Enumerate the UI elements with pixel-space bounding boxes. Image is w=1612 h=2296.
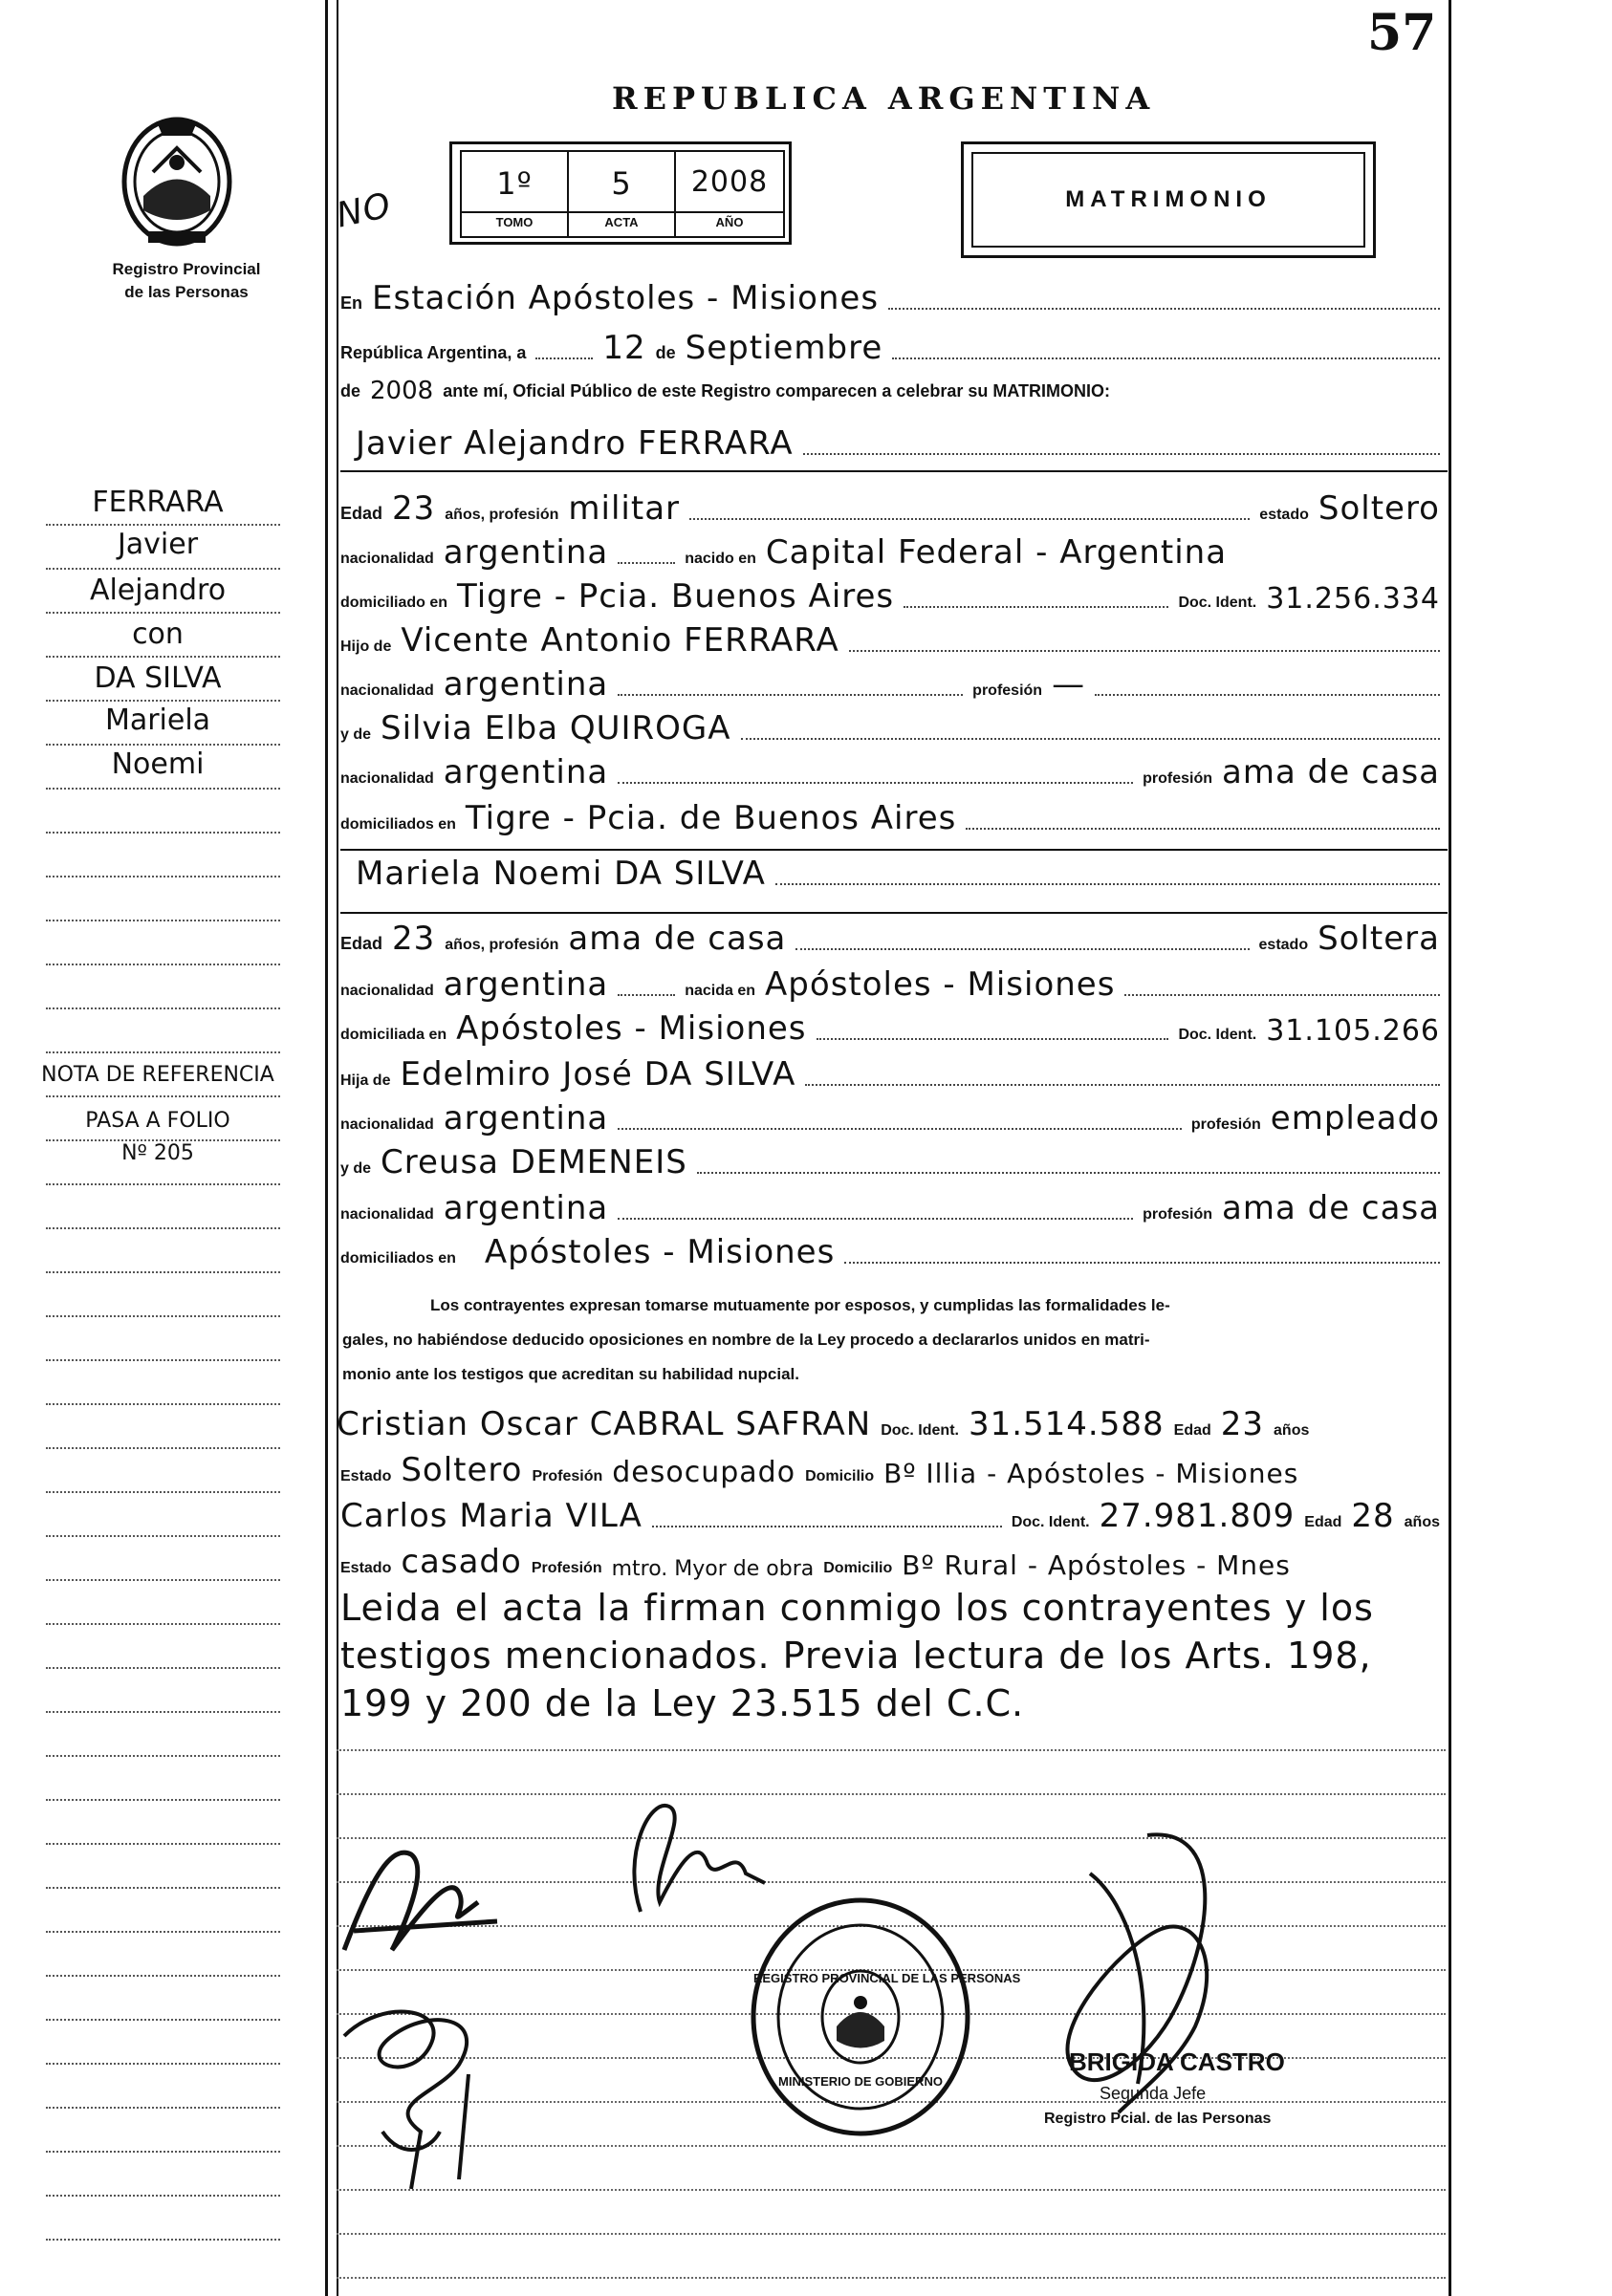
- nacionalidad-label: nacionalidad: [340, 1206, 434, 1223]
- estado-label: Estado: [340, 1560, 392, 1576]
- profesion-label: profesión: [1143, 1206, 1213, 1223]
- groom-father-nationality: argentina: [443, 665, 609, 704]
- witness2-id-number: 27.981.809: [1099, 1497, 1296, 1535]
- groom-birthplace: Capital Federal - Argentina: [765, 533, 1228, 572]
- ceremony-month: Septiembre: [685, 329, 883, 367]
- bride-full-name: Mariela Noemi DA SILVA: [356, 855, 766, 893]
- witness2-name: Carlos Maria VILA: [340, 1497, 643, 1535]
- groom-nationality-row: [340, 533, 1440, 572]
- domiciliado-label: domiciliado en: [340, 595, 448, 611]
- margin-initial: NO: [333, 185, 395, 236]
- witness1-profession: desocupado: [612, 1456, 796, 1489]
- anos-label: años: [1274, 1422, 1310, 1439]
- profesion-label: profesión: [972, 682, 1043, 699]
- ano-label: AÑO: [715, 215, 744, 229]
- groom-father-name: Vicente Antonio FERRARA: [401, 621, 839, 660]
- republica-label: República Argentina, a: [340, 343, 527, 362]
- doc-ident-label: Doc. Ident.: [1011, 1514, 1090, 1530]
- witness2-row: [340, 1497, 1440, 1535]
- bride-mother-name: Creusa DEMENEIS: [381, 1143, 687, 1181]
- bride-parents-address: Apóstoles - Misiones: [484, 1233, 836, 1271]
- groom-address: Tigre - Pcia. Buenos Aires: [457, 577, 895, 616]
- tomo-label: TOMO: [495, 215, 534, 229]
- right-border-line: [1449, 0, 1451, 2296]
- intro-date-row: [340, 329, 1440, 367]
- witness1-row: [337, 1405, 1436, 1443]
- nacionalidad-label: nacionalidad: [340, 983, 434, 999]
- witness2-marital-status: casado: [401, 1543, 522, 1581]
- declaration-line1: Los contrayentes expresan tomarse mutuamente por esposos, y cumplidas las formalidades le-: [430, 1296, 1170, 1314]
- edad-label: Edad: [340, 504, 383, 523]
- groom-mother-name: Silvia Elba QUIROGA: [381, 709, 731, 747]
- hijo-de-label: Hijo de: [340, 639, 392, 655]
- document-type-box: [961, 141, 1376, 258]
- bride-name-underline: [340, 912, 1448, 914]
- bride-edad-row: [340, 920, 1440, 958]
- groom-father-profession: —: [1052, 665, 1086, 704]
- signature-witness1-icon: [325, 1979, 535, 2199]
- signature-groom-icon: [335, 1816, 507, 1969]
- profesion-label: Profesión: [531, 1560, 602, 1576]
- stamp-outer-text: REGISTRO PROVINCIAL DE LAS PERSONAS: [753, 1971, 1021, 1985]
- nacionalidad-label: nacionalidad: [340, 551, 434, 567]
- bride-marital-status: Soltera: [1318, 920, 1440, 958]
- witness2-profession: mtro. Myor de obra: [611, 1557, 815, 1581]
- bride-parents-address-row: [340, 1233, 1440, 1271]
- groom-nationality: argentina: [443, 533, 609, 572]
- left-margin-con: con: [132, 617, 184, 651]
- intro-statement: ante mí, Oficial Público de este Registro comparecen a celebrar su MATRIMONIO:: [443, 381, 1111, 401]
- de2-label: de: [340, 381, 361, 401]
- y-de-label: y de: [340, 1160, 372, 1177]
- en-label: En: [340, 293, 363, 313]
- domicilio-label: Domicilio: [805, 1468, 875, 1484]
- groom-full-name: Javier Alejandro FERRARA: [356, 424, 794, 463]
- official-name: BRIGIDA CASTRO: [1069, 2047, 1285, 2076]
- doc-ident-label: Doc. Ident.: [881, 1422, 959, 1439]
- groom-mother-details-row: [340, 753, 1440, 791]
- witness1-details-row: [340, 1451, 1440, 1489]
- edad-label: Edad: [340, 934, 383, 953]
- bride-father-name: Edelmiro José DA SILVA: [400, 1055, 796, 1094]
- bride-id-number: 31.105.266: [1266, 1014, 1440, 1048]
- groom-address-row: [340, 577, 1440, 616]
- bride-father-row: [340, 1055, 1440, 1094]
- anos-profesion-label: años, profesión: [445, 507, 559, 523]
- groom-edad-row: [340, 489, 1440, 528]
- de-label: de: [655, 343, 676, 362]
- groom-mother-profession: ama de casa: [1222, 753, 1440, 791]
- groom-father-details-row: [340, 665, 1440, 704]
- groom-parents-address-row: [340, 799, 1440, 837]
- domiciliados-label: domiciliados en: [340, 1250, 456, 1267]
- nacida-en-label: nacida en: [685, 983, 756, 999]
- bride-age: 23: [392, 920, 436, 958]
- groom-marital-status: Soltero: [1318, 489, 1440, 528]
- groom-name-underline: [340, 470, 1448, 472]
- acta-value: 5: [611, 165, 632, 202]
- country-title: REPUBLICA ARGENTINA: [612, 80, 1156, 117]
- bride-nationality-row: [340, 965, 1440, 1004]
- page-number: 57: [1367, 4, 1437, 62]
- groom-profession: militar: [568, 489, 681, 528]
- reference-note-line3: Nº 205: [121, 1141, 194, 1165]
- witness1-id-number: 31.514.588: [968, 1405, 1165, 1443]
- document-type-label: MATRIMONIO: [1065, 186, 1272, 212]
- declaration-line2: gales, no habiéndose deducido oposiciones en nombre de la Ley procedo a declararlos unidos en matri-: [342, 1331, 1150, 1349]
- nacido-en-label: nacido en: [685, 551, 756, 567]
- anos-label: años: [1404, 1514, 1440, 1530]
- intro-statement-row: [340, 377, 1440, 405]
- left-margin-name-groom-2: Alejandro: [89, 574, 227, 607]
- stamp-inner-text: MINISTERIO DE GOBIERNO: [778, 2074, 943, 2089]
- domiciliados-label: domiciliados en: [340, 816, 456, 833]
- bride-mother-nationality: argentina: [443, 1189, 609, 1227]
- bride-profession: ama de casa: [568, 920, 787, 958]
- groom-father-row: [340, 621, 1440, 660]
- estado-label: estado: [1258, 937, 1309, 953]
- groom-name-row: [340, 424, 1440, 463]
- doc-ident-label: Doc. Ident.: [1178, 1027, 1257, 1043]
- reference-note-line1: NOTA DE REFERENCIA: [41, 1063, 274, 1087]
- left-margin-surname-bride: DA SILVA: [94, 661, 222, 695]
- left-margin-name-bride-2: Noemi: [111, 747, 205, 781]
- bride-father-details-row: [340, 1099, 1440, 1137]
- closing-line2: testigos mencionados. Previa lectura de los Arts. 198,: [340, 1635, 1372, 1677]
- ano-value: 2008: [690, 165, 769, 199]
- groom-mother-row: [340, 709, 1440, 747]
- groom-parents-address: Tigre - Pcia. de Buenos Aires: [465, 799, 957, 837]
- bride-birthplace: Apóstoles - Misiones: [765, 965, 1116, 1004]
- groom-id-number: 31.256.334: [1266, 582, 1440, 616]
- bride-mother-details-row: [340, 1189, 1440, 1227]
- bride-father-profession: empleado: [1270, 1099, 1440, 1137]
- record-number-box: [449, 141, 792, 245]
- closing-line1: Leida el acta la firman conmigo los contrayentes y los: [340, 1587, 1374, 1629]
- bride-mother-row: [340, 1143, 1440, 1181]
- closing-line3: 199 y 200 de la Ley 23.515 del C.C.: [340, 1682, 1025, 1724]
- bride-mother-profession: ama de casa: [1222, 1189, 1440, 1227]
- left-margin-name-bride-1: Mariela: [104, 704, 211, 737]
- domiciliada-label: domiciliada en: [340, 1027, 447, 1043]
- edad-label: Edad: [1304, 1514, 1342, 1530]
- intro-place-row: [340, 279, 1440, 317]
- bride-address-row: [340, 1009, 1440, 1048]
- hija-de-label: Hija de: [340, 1072, 391, 1089]
- profesion-label: profesión: [1190, 1116, 1261, 1133]
- domicilio-label: Domicilio: [823, 1560, 893, 1576]
- witness2-age: 28: [1351, 1497, 1395, 1535]
- bride-name-row: [340, 855, 1440, 893]
- registry-name-line1: Registro Provincial: [112, 260, 261, 278]
- reference-note-line2: PASA A FOLIO: [85, 1109, 230, 1133]
- section-divider: [340, 849, 1448, 851]
- left-margin-name-groom-1: Javier: [117, 528, 199, 561]
- witness1-address: Bº Illia - Apóstoles - Misiones: [883, 1458, 1299, 1489]
- tomo-value: 1º: [496, 165, 533, 202]
- witness1-marital-status: Soltero: [401, 1451, 523, 1489]
- ceremony-year: 2008: [370, 377, 434, 405]
- edad-label: Edad: [1173, 1422, 1211, 1439]
- doc-ident-label: Doc. Ident.: [1178, 595, 1257, 611]
- estado-label: estado: [1259, 507, 1309, 523]
- nacionalidad-label: nacionalidad: [340, 770, 434, 787]
- bride-nationality: argentina: [443, 965, 609, 1004]
- official-title: Segunda Jefe: [1100, 2084, 1207, 2103]
- profesion-label: profesión: [1143, 770, 1213, 787]
- nacionalidad-label: nacionalidad: [340, 682, 434, 699]
- groom-age: 23: [392, 489, 436, 528]
- estado-label: Estado: [340, 1468, 392, 1484]
- witness2-details-row: [340, 1543, 1440, 1581]
- bride-father-nationality: argentina: [443, 1099, 609, 1137]
- acta-label: ACTA: [604, 215, 639, 229]
- bride-address: Apóstoles - Misiones: [456, 1009, 807, 1048]
- witness2-address: Bº Rural - Apóstoles - Mnes: [902, 1549, 1291, 1581]
- groom-mother-nationality: argentina: [443, 753, 609, 791]
- ceremony-day: 12: [602, 329, 646, 367]
- y-de-label: y de: [340, 726, 372, 743]
- nacionalidad-label: nacionalidad: [340, 1116, 434, 1133]
- margin-divider-line: [325, 0, 328, 2296]
- left-margin-surname-groom: FERRARA: [92, 486, 224, 519]
- registry-name-line2: de las Personas: [124, 283, 249, 301]
- official-stamp-icon: [746, 1893, 1021, 2141]
- declaration-line3: monio ante los testigos que acreditan su habilidad nupcial.: [342, 1365, 799, 1383]
- ceremony-place: Estación Apóstoles - Misiones: [372, 279, 880, 317]
- witness1-name: Cristian Oscar CABRAL SAFRAN: [337, 1405, 872, 1443]
- anos-profesion-label: años, profesión: [445, 937, 559, 953]
- profesion-label: Profesión: [532, 1468, 603, 1484]
- provincial-coat-of-arms-icon: [115, 105, 239, 249]
- witness1-age: 23: [1220, 1405, 1265, 1443]
- official-office: Registro Pcial. de las Personas: [1044, 2111, 1272, 2127]
